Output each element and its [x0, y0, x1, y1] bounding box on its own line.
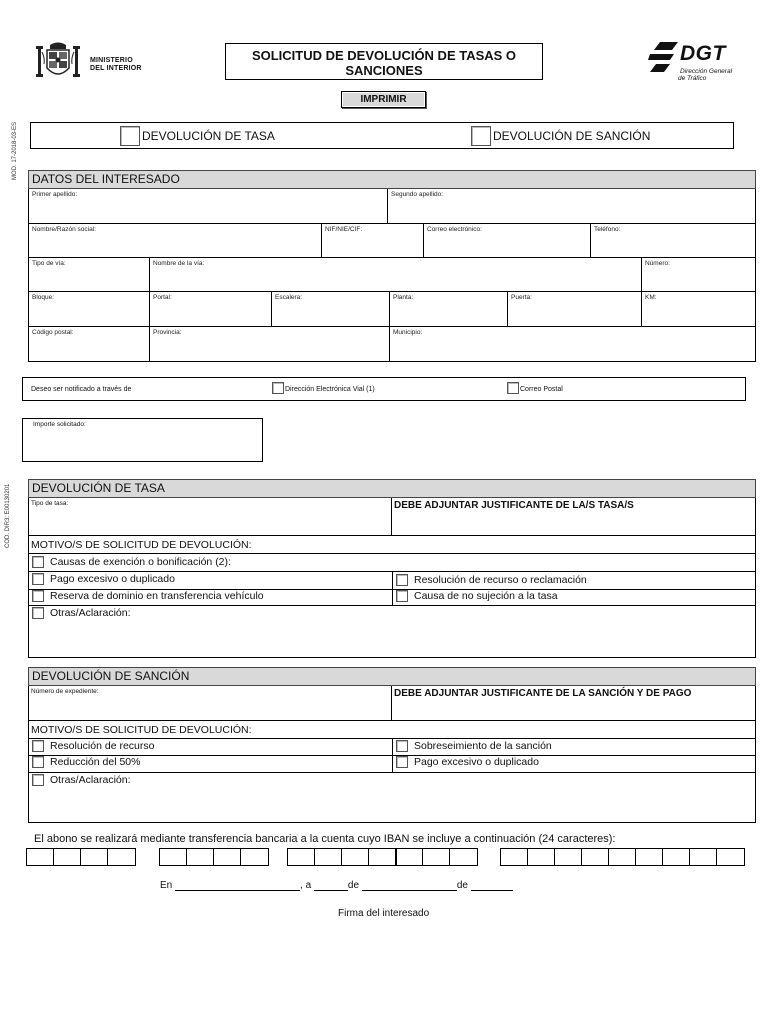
- postal-checkbox[interactable]: [507, 382, 519, 394]
- place-date-line: En , a de de: [160, 880, 513, 891]
- fee-option-reserve[interactable]: Reserva de dominio en transferencia vehículo: [32, 590, 264, 602]
- month-field[interactable]: [362, 881, 457, 891]
- door-field[interactable]: Puerta:: [508, 292, 642, 327]
- fee-section-title: DEVOLUCIÓN DE TASA: [28, 479, 756, 498]
- dev-option-label: Dirección Electrónica Vial (1): [285, 386, 375, 393]
- fine-section-title: DEVOLUCIÓN DE SANCIÓN: [28, 667, 756, 686]
- place-field[interactable]: [175, 881, 300, 891]
- municipality-field[interactable]: Municipio:: [390, 327, 755, 362]
- fine-option-excess[interactable]: Pago excesivo o duplicado: [396, 756, 539, 768]
- print-button[interactable]: IMPRIMIR: [341, 91, 426, 108]
- nif-field[interactable]: NIF/NIE/CIF:: [322, 224, 424, 258]
- portal-field[interactable]: Portal:: [150, 292, 272, 327]
- floor-field[interactable]: Planta:: [390, 292, 508, 327]
- dir3-code: COD. DIR3: E00130201: [5, 483, 11, 548]
- fine-appeal-checkbox[interactable]: [32, 740, 44, 752]
- fine-option-dismissal[interactable]: Sobreseimiento de la sanción: [396, 740, 552, 752]
- signature-label: Firma del interesado: [338, 908, 430, 919]
- day-field[interactable]: [314, 881, 348, 891]
- request-type-row: [30, 122, 734, 149]
- fee-type-field[interactable]: [28, 498, 392, 535]
- notification-label: Deseo ser notificado a través de: [31, 386, 132, 393]
- spanish-coat-of-arms-logo: [36, 42, 80, 82]
- fine-col-divider: [392, 738, 393, 772]
- reserve-checkbox[interactable]: [32, 590, 44, 602]
- fee-type-label: Tipo de tasa:: [31, 500, 69, 507]
- nonsubject-checkbox[interactable]: [396, 590, 408, 602]
- dgt-logo: DGT Dirección General de Tráfico: [648, 40, 738, 84]
- stair-field[interactable]: Escalera:: [272, 292, 390, 327]
- fee-excess-checkbox[interactable]: [32, 573, 44, 585]
- street-name-field[interactable]: Nombre de la vía:: [150, 258, 642, 292]
- iban-group-2[interactable]: [159, 848, 269, 866]
- fee-option-appeal[interactable]: Resolución de recurso o reclamación: [396, 574, 587, 586]
- amount-field[interactable]: [22, 418, 263, 462]
- fine-divider-1: [28, 720, 756, 721]
- iban-group-5[interactable]: [500, 848, 745, 866]
- fee-motivos-label: MOTIVO/S DE SOLICITUD DE DEVOLUCIÓN:: [31, 539, 252, 551]
- phone-field[interactable]: Teléfono:: [591, 224, 755, 258]
- name-field[interactable]: Nombre/Razón social:: [29, 224, 322, 258]
- fee-option-other[interactable]: Otras/Aclaración:: [32, 607, 131, 619]
- fee-refund-checkbox[interactable]: [120, 126, 140, 146]
- form-title: SOLICITUD DE DEVOLUCIÓN DE TASAS O SANCIONES: [225, 43, 543, 80]
- fee-col-divider: [392, 571, 393, 605]
- dgt-emblem-icon: [648, 40, 680, 76]
- ministry-name: MINISTERIO DEL INTERIOR: [90, 57, 142, 72]
- fine-motivos-label: MOTIVO/S DE SOLICITUD DE DEVOLUCIÓN:: [31, 724, 252, 736]
- applicant-section-title: DATOS DEL INTERESADO: [28, 170, 756, 189]
- fine-justification-note: DEBE ADJUNTAR JUSTIFICANTE DE LA SANCIÓN Y DE PAGO: [394, 688, 692, 699]
- fee-divider-2: [28, 553, 756, 554]
- email-field[interactable]: Correo electrónico:: [424, 224, 591, 258]
- iban-group-1[interactable]: [26, 848, 136, 866]
- fine-refund-checkbox[interactable]: [471, 126, 491, 146]
- option-fee-refund[interactable]: DEVOLUCIÓN DE TASA: [120, 126, 275, 146]
- fine-divider-4: [28, 772, 756, 773]
- km-field[interactable]: KM:: [642, 292, 755, 327]
- exemption-checkbox[interactable]: [32, 556, 44, 568]
- notification-row: [22, 377, 746, 401]
- reduction-checkbox[interactable]: [32, 756, 44, 768]
- file-number-field[interactable]: [28, 686, 392, 720]
- first-surname-field[interactable]: Primer apellido:: [29, 189, 388, 224]
- street-type-field[interactable]: Tipo de vía:: [29, 258, 150, 292]
- fee-option-exemption[interactable]: Causas de exención o bonificación (2):: [32, 556, 231, 568]
- fee-appeal-checkbox[interactable]: [396, 574, 408, 586]
- postal-option-label: Correo Postal: [520, 386, 563, 393]
- province-field[interactable]: Provincia:: [150, 327, 390, 362]
- postal-code-field[interactable]: Código postal:: [29, 327, 150, 362]
- fee-option-nonsubject[interactable]: Causa de no sujeción a la tasa: [396, 590, 558, 602]
- fee-option-excess[interactable]: Pago excesivo o duplicado: [32, 573, 175, 585]
- model-code: MOD. 17-2018-03-ES: [12, 121, 18, 180]
- fine-option-reduction[interactable]: Reducción del 50%: [32, 756, 140, 768]
- file-number-label: Número de expediente:: [31, 688, 99, 695]
- fee-divider-5: [28, 605, 756, 606]
- fine-other-checkbox[interactable]: [32, 774, 44, 786]
- iban-group-3[interactable]: [287, 848, 397, 866]
- fee-divider-1: [28, 535, 756, 536]
- fee-justification-note: DEBE ADJUNTAR JUSTIFICANTE DE LA/S TASA/S: [394, 500, 634, 511]
- fine-option-other[interactable]: Otras/Aclaración:: [32, 774, 131, 786]
- amount-label: Importe solicitado:: [33, 421, 86, 428]
- block-field[interactable]: Bloque:: [29, 292, 150, 327]
- number-field[interactable]: Número:: [642, 258, 755, 292]
- fee-other-checkbox[interactable]: [32, 607, 44, 619]
- iban-instruction: El abono se realizará mediante transferencia bancaria a la cuenta cuyo IBAN se incluye a continuación (24 caracteres):: [34, 833, 616, 845]
- year-field[interactable]: [471, 881, 513, 891]
- fine-option-appeal[interactable]: Resolución de recurso: [32, 740, 154, 752]
- fine-excess-checkbox[interactable]: [396, 756, 408, 768]
- option-fine-refund[interactable]: DEVOLUCIÓN DE SANCIÓN: [471, 126, 650, 146]
- applicant-grid: [28, 189, 756, 362]
- dev-checkbox[interactable]: [272, 382, 284, 394]
- iban-group-4[interactable]: [395, 848, 478, 866]
- dismissal-checkbox[interactable]: [396, 740, 408, 752]
- second-surname-field[interactable]: Segundo apellido:: [388, 189, 755, 224]
